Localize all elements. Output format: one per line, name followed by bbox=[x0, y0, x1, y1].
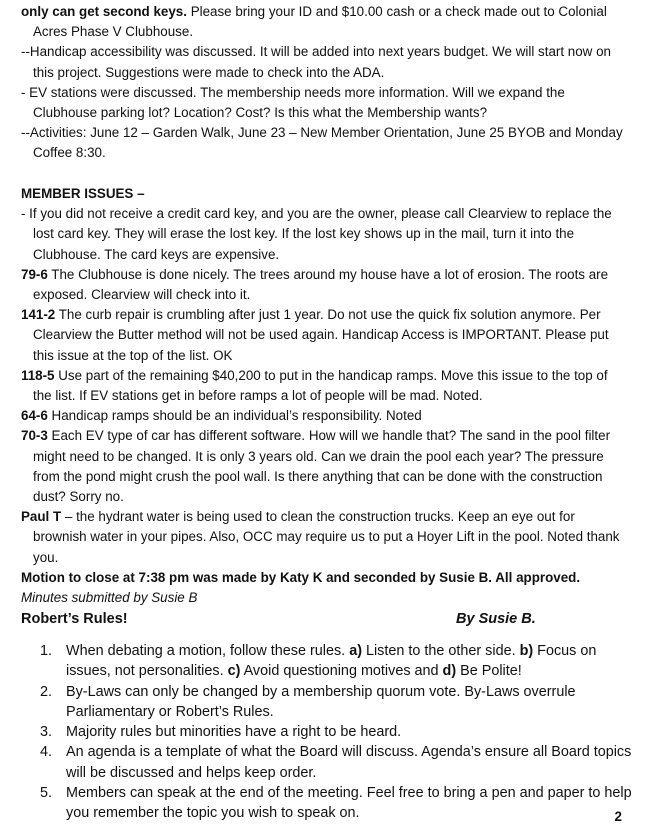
issue-text: Use part of the remaining $40,200 to put in the handicap ramps. Move this issue to the top of the list. If EV stations get in before ramps a lot of people will be mad. Noted. bbox=[33, 367, 608, 404]
member-issue-item bbox=[0, 204, 629, 265]
issue-label: 141-2 bbox=[21, 307, 56, 323]
issue-label: 79-6 bbox=[21, 266, 48, 282]
rule-text: c) bbox=[227, 663, 241, 680]
issue-label: 118-5 bbox=[21, 367, 55, 383]
issue-text: The curb repair is crumbling after just 1 year. Do not use the quick fix solution anymore. Per Clearview the Butter method will not be used again. Handicap Access is IMPORTANT. Please put this issue at the top of the list. OK bbox=[33, 307, 609, 363]
rule-text: By-Laws can only be changed by a membership quorum vote. By-Laws overrule Parliamentary or Robert’s Rules. bbox=[66, 683, 576, 720]
rule-text: a) bbox=[349, 643, 362, 659]
rule-text: d) bbox=[442, 663, 457, 680]
rule-item bbox=[0, 783, 636, 824]
issue-text: The Clubhouse is done nicely. The trees around my house have a lot of erosion. The roots are exposed. Clearview will check into it. bbox=[33, 266, 609, 303]
member-issue-item bbox=[0, 406, 629, 426]
rule-number: 4. bbox=[40, 744, 53, 761]
member-issue-item bbox=[0, 507, 629, 568]
intro-paragraph-activities: --Activities: June 12 – Garden Walk, June 23 – New Member Orientation, June 25 BYOB and Monday Coffee 8:30. bbox=[21, 125, 623, 161]
member-issue-item bbox=[0, 426, 629, 507]
issue-text: – the hydrant water is being used to clean the construction trucks. Keep an eye out for brownish water in your pipes. Also, OCC may require us to put a Hoyer Lift in the pool. Noted thank you. bbox=[33, 509, 620, 565]
issue-text: Handicap ramps should be an individual’s responsibility. Noted bbox=[47, 408, 422, 424]
roberts-rules-title: Robert’s Rules! bbox=[21, 611, 128, 627]
roberts-rules-list bbox=[0, 641, 646, 824]
issue-text: - If you did not receive a credit card key, and you are the owner, please call Clearview to replace the lost card key. They will erase the lost key. If the lost key shows up in the mail, turn it into the Clubhouse. The card keys are expensive. bbox=[21, 206, 612, 262]
keys-bold-text: only can get second keys. bbox=[21, 4, 187, 19]
rule-number: 3. bbox=[40, 724, 53, 741]
rule-text: When debating a motion, follow these rules. bbox=[66, 643, 350, 659]
submitted-by-text: Minutes submitted by Susie B bbox=[21, 590, 198, 606]
issue-label: 70-3 bbox=[21, 428, 48, 444]
member-issue-item bbox=[0, 366, 629, 406]
member-issues-heading: MEMBER ISSUES – bbox=[21, 186, 145, 201]
issue-label: 64-6 bbox=[21, 408, 48, 424]
rule-text: Members can speak at the end of the meeting. Feel free to bring a pen and paper to help you remember the topic you wish to speak on. bbox=[66, 785, 632, 822]
rule-item bbox=[0, 742, 636, 783]
rule-item bbox=[0, 722, 636, 742]
rule-item bbox=[0, 641, 636, 682]
intro-paragraph-ev: - EV stations were discussed. The membership needs more information. Will we expand the Clubhouse parking lot? Location? Cost? Is this what the Membership wants? bbox=[21, 84, 565, 121]
rule-number: 5. bbox=[40, 785, 53, 802]
issue-label: Paul T bbox=[21, 509, 62, 525]
rule-number: 1. bbox=[40, 643, 53, 659]
rule-text: b) bbox=[519, 643, 534, 659]
rule-text: Focus on issues, not personalities. bbox=[66, 643, 597, 680]
member-issue-item bbox=[0, 265, 629, 305]
roberts-rules-byline: By Susie B. bbox=[456, 611, 536, 627]
keys-text: Please bring your ID and $10.00 cash or a check made out to Colonial Acres Phase V Clubhouse. bbox=[33, 4, 607, 40]
rule-text: Avoid questioning motives and bbox=[240, 663, 443, 680]
rule-text: Majority rules but minorities have a right to be heard. bbox=[66, 724, 402, 741]
rule-text: Be Polite! bbox=[456, 663, 522, 680]
member-issue-item bbox=[0, 305, 629, 366]
intro-paragraph-handicap: --Handicap accessibility was discussed. It will be added into next years budget. We will start now on this project. Suggestions were made to check into the ADA. bbox=[21, 44, 611, 80]
rule-text: Listen to the other side. bbox=[361, 643, 520, 659]
rule-item bbox=[0, 682, 636, 723]
intro-paragraph-keys bbox=[0, 2, 629, 42]
rule-text: An agenda is a template of what the Board will discuss. Agenda’s ensure all Board topics will be discussed and helps keep order. bbox=[66, 744, 632, 781]
motion-text: Motion to close at 7:38 pm was made by Katy K and seconded by Susie B. All approved. bbox=[21, 569, 581, 585]
rule-number: 2. bbox=[40, 683, 53, 700]
member-issues-section bbox=[0, 184, 646, 608]
page-number: 2 bbox=[614, 809, 622, 824]
issue-text: Each EV type of car has different software. How will we handle that? The sand in the pool filter might need to be changed. It is only 3 years old. Can we drain the pool each year? The pressure from the pond might crush the pool wall. Is there anything that can be done with the construction dust? Sorry no. bbox=[33, 428, 611, 505]
intro-section bbox=[0, 2, 646, 164]
member-issues-list bbox=[0, 204, 646, 568]
